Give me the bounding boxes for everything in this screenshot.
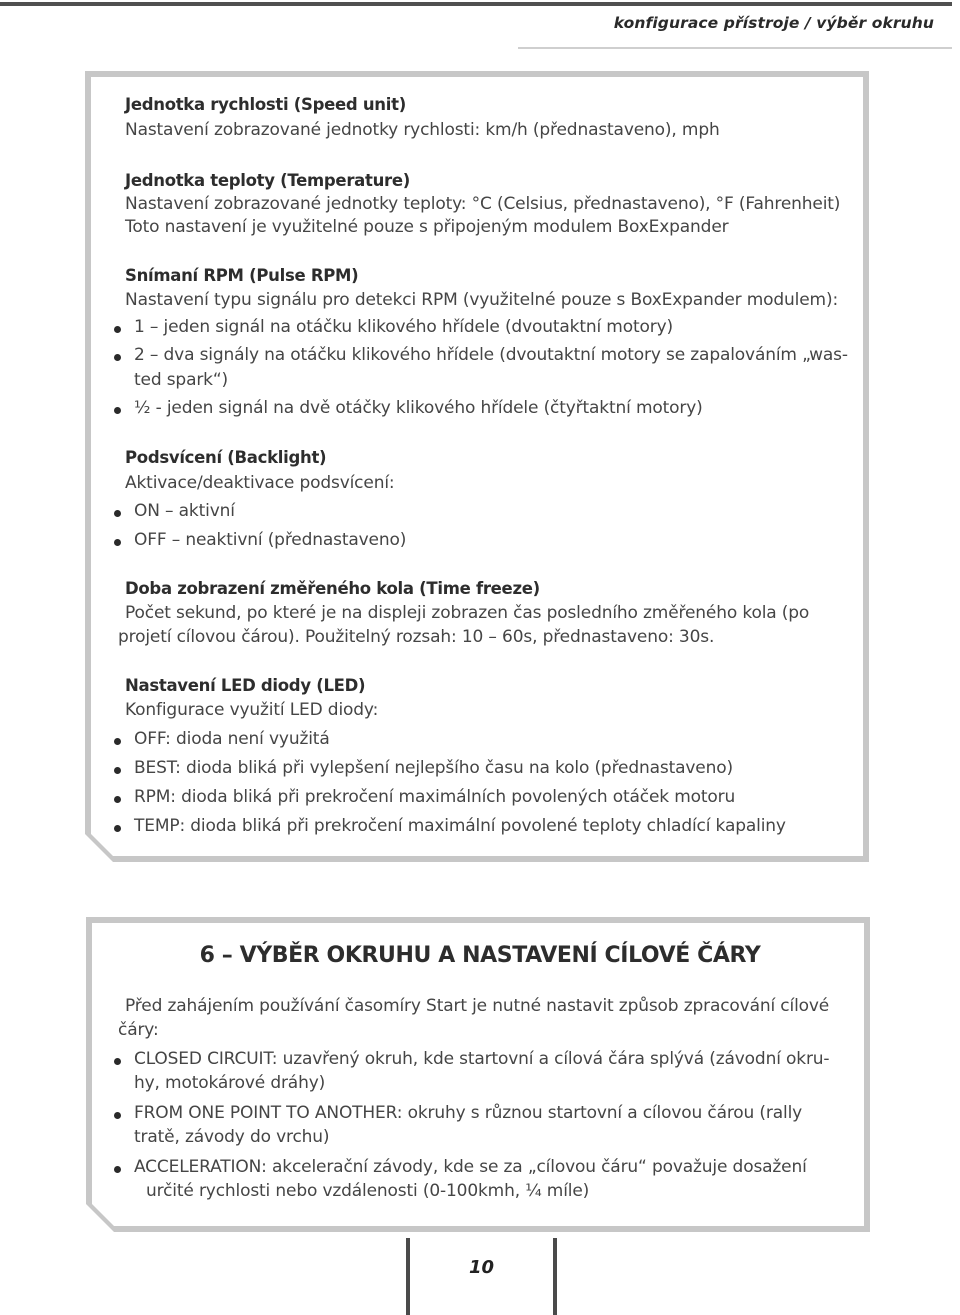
time-freeze-text-1: Počet sekund, po které je na displeji zobrazen čas posledního změřeného kola (po	[125, 603, 810, 623]
bullet-icon	[114, 1112, 121, 1119]
bullet-icon	[114, 539, 121, 546]
led-option-off: OFF: dioda není využitá	[134, 729, 330, 749]
temperature-text-1: Nastavení zobrazované jednotky teploty: °C (Celsius, přednastaveno), °F (Fahrenheit)	[125, 194, 841, 214]
pulse-rpm-option-1: 1 – jeden signál na otáčku klikového hřídele (dvoutaktní motory)	[134, 317, 673, 337]
bullet-icon	[114, 825, 121, 832]
led-title: Nastavení LED diody (LED)	[125, 676, 366, 695]
running-header: konfigurace přístroje / výběr okruhu	[613, 14, 934, 32]
pulse-rpm-option-2-cont: ted spark“)	[134, 370, 229, 390]
bullet-icon	[114, 738, 121, 745]
closed-circuit-item-cont: hy, motokárové dráhy)	[134, 1073, 326, 1093]
page-number: 10	[468, 1257, 495, 1278]
pulse-rpm-option-3: ½ - jeden signál na dvě otáčky klikového hřídele (čtyřtaktní motory)	[134, 398, 703, 418]
bullet-icon	[114, 796, 121, 803]
pulse-rpm-option-2: 2 – dva signály na otáčku klikového hřídele (dvoutaktní motory se zapalováním „was-	[134, 345, 848, 365]
closed-circuit-item: CLOSED CIRCUIT: uzavřený okruh, kde startovní a cílová čára splývá (závodní okru-	[134, 1049, 830, 1069]
circuit-intro-2: čáry:	[118, 1020, 159, 1040]
backlight-intro: Aktivace/deaktivace podsvícení:	[125, 473, 395, 493]
header-underline	[518, 47, 952, 49]
time-freeze-text-2: projetí cílovou čárou). Použitelný rozsah: 10 – 60s, přednastaveno: 30s.	[118, 627, 715, 647]
time-freeze-title: Doba zobrazení změřeného kola (Time freeze)	[125, 579, 540, 598]
acceleration-item-cont: určité rychlosti nebo vzdálenosti (0-100kmh, ¼ míle)	[146, 1181, 590, 1201]
section-heading: 6 – VÝBĚR OKRUHU A NASTAVENÍ CÍLOVÉ ČÁRY	[199, 943, 761, 968]
led-option-rpm: RPM: dioda bliká při prekročení maximálních povolených otáček motoru	[134, 787, 736, 807]
acceleration-item: ACCELERATION: akcelerační závody, kde se za „cílovou čáru“ považuje dosažení	[134, 1157, 807, 1177]
speed-unit-text: Nastavení zobrazované jednotky rychlosti: km/h (přednastaveno), mph	[125, 120, 720, 140]
led-option-temp: TEMP: dioda bliká při prekročení maximální povolené teploty chladící kapaliny	[134, 816, 786, 836]
point-to-point-item-cont: tratě, závody do vrchu)	[134, 1127, 330, 1147]
circuit-intro-1: Před zahájením používání časomíry Start je nutné nastavit způsob zpracování cílové	[125, 996, 830, 1016]
speed-unit-title: Jednotka rychlosti (Speed unit)	[125, 95, 406, 114]
bullet-icon	[114, 1058, 121, 1065]
led-intro: Konfigurace využití LED diody:	[125, 700, 379, 720]
temperature-title: Jednotka teploty (Temperature)	[125, 171, 410, 190]
footer-bar-right	[553, 1238, 557, 1315]
pulse-rpm-title: Snímaní RPM (Pulse RPM)	[125, 266, 359, 285]
backlight-option-on: ON – aktivní	[134, 501, 235, 521]
bullet-icon	[114, 767, 121, 774]
bullet-icon	[114, 1166, 121, 1173]
bullet-icon	[114, 354, 121, 361]
point-to-point-item: FROM ONE POINT TO ANOTHER: okruhy s různou startovní a cílovou čárou (rally	[134, 1103, 803, 1123]
backlight-option-off: OFF – neaktivní (přednastaveno)	[134, 530, 407, 550]
led-option-best: BEST: dioda bliká při vylepšení nejlepšího času na kolo (přednastaveno)	[134, 758, 733, 778]
bullet-icon	[114, 510, 121, 517]
bullet-icon	[114, 326, 121, 333]
temperature-text-2: Toto nastavení je využitelné pouze s připojeným modulem BoxExpander	[125, 217, 729, 237]
bullet-icon	[114, 407, 121, 414]
header-rule	[0, 2, 952, 6]
pulse-rpm-intro: Nastavení typu signálu pro detekci RPM (využitelné pouze s BoxExpander modulem):	[125, 290, 839, 310]
backlight-title: Podsvícení (Backlight)	[125, 448, 327, 467]
